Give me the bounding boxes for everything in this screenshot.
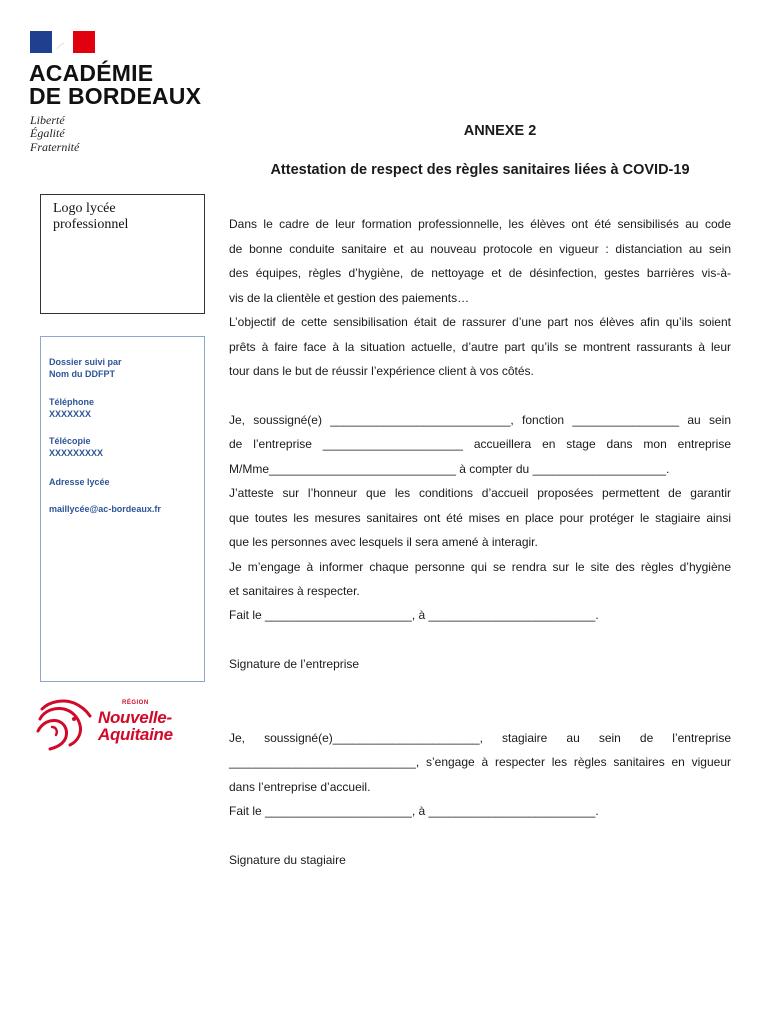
body-line: L’objectif de cette sensibilisation était de rassurer d’une part nos élèves afin qu’ils soient (229, 315, 731, 329)
company-attestation-line: que toutes les mesures sanitaires ont été mises en place pour protéger le stagiaire ainsi (229, 511, 731, 525)
trainee-date-place-line: Fait le ______________________, à _________________________. (229, 804, 599, 818)
trainee-attestation-line: dans l’entreprise d’accueil. (229, 780, 371, 794)
company-attestation-line: Je, soussigné(e) ___________________________, fonction ________________ au sein (229, 413, 731, 427)
region-label: RÉGION (122, 700, 149, 706)
marianne-profile-icon (48, 32, 76, 52)
company-attestation-line: et sanitaires à respecter. (229, 584, 360, 598)
school-address: Adresse lycée (49, 477, 110, 487)
body-line: Dans le cadre de leur formation professionnelle, les élèves ont été sensibilisés au code (229, 217, 731, 231)
logo-placeholder-line1: Logo lycée (53, 201, 116, 216)
company-attestation-line: M/Mme____________________________ à compter du ____________________. (229, 462, 670, 476)
school-email: maillycée@ac-bordeaux.fr (49, 504, 161, 514)
company-attestation-line: J’atteste sur l’honneur que les conditions d’accueil proposées permettent de garantir (229, 486, 731, 500)
region-name-line2: Aquitaine (98, 725, 173, 744)
school-logo-placeholder-text (53, 201, 198, 233)
company-attestation-line: de l’entreprise _____________________ accueillera en stage dans mon entreprise (229, 437, 731, 451)
company-signature-label: Signature de l’entreprise (229, 657, 360, 671)
academie-name-line2: DE BORDEAUX (29, 83, 202, 109)
school-logo-placeholder (40, 194, 205, 314)
company-attestation-line: Je m’engage à informer chaque personne qui se rendra sur le site des règles d’hygiène (229, 560, 731, 574)
annexe-title: ANNEXE 2 (463, 123, 537, 139)
academie-name-line1: ACADÉMIE (29, 60, 154, 86)
followed-by-label: Dossier suivi par (49, 357, 122, 367)
company-date-place-line: Fait le ______________________, à _________________________. (229, 608, 599, 622)
trainee-signature-label: Signature du stagiaire (229, 853, 346, 867)
trainee-attestation-line: ____________________________, s’engage à respecter les règles sanitaires en vigueur (229, 755, 731, 769)
ddfpt-name: Nom du DDFPT (49, 369, 115, 379)
logo-placeholder-line2: professionnel (53, 217, 129, 232)
body-line: des équipes, règles d’hygiène, de nettoyage et de désinfection, gestes barrières vis-à- (229, 266, 731, 280)
region-name-line1: Nouvelle- (98, 708, 172, 727)
motto-liberte: Liberté (30, 113, 65, 127)
phone-value: XXXXXXX (49, 409, 92, 419)
body-line: vis de la clientèle et gestion des paiements… (229, 291, 470, 305)
body-line: tour dans le but de réussir l’expérience client à vos côtés. (229, 364, 534, 378)
motto-egalite: Égalité (30, 126, 65, 140)
document-title: Attestation de respect des règles sanitaires liées à COVID-19 (270, 162, 690, 178)
republique-flag-logo (30, 31, 95, 53)
company-attestation-line: que les personnes avec lesquels il sera amené à interagir. (229, 535, 538, 549)
body-line: prêts à faire face à la situation actuelle, d’autre part qu’ils se montrent rassurants à leur (229, 340, 731, 354)
phone-label: Téléphone (49, 397, 95, 407)
body-line: de bonne conduite sanitaire et au nouveau protocole en vigueur : distanciation au sein (229, 242, 731, 256)
fax-label: Télécopie (49, 436, 91, 446)
motto-fraternite: Fraternité (30, 140, 80, 154)
region-nouvelle-aquitaine-logo (34, 697, 184, 753)
trainee-attestation-line: Je, soussigné(e)______________________, stagiaire au sein de l’entreprise (229, 731, 731, 745)
contact-info-box (40, 336, 205, 682)
lion-emblem-icon (34, 697, 96, 753)
fax-value: XXXXXXXXX (49, 448, 104, 458)
